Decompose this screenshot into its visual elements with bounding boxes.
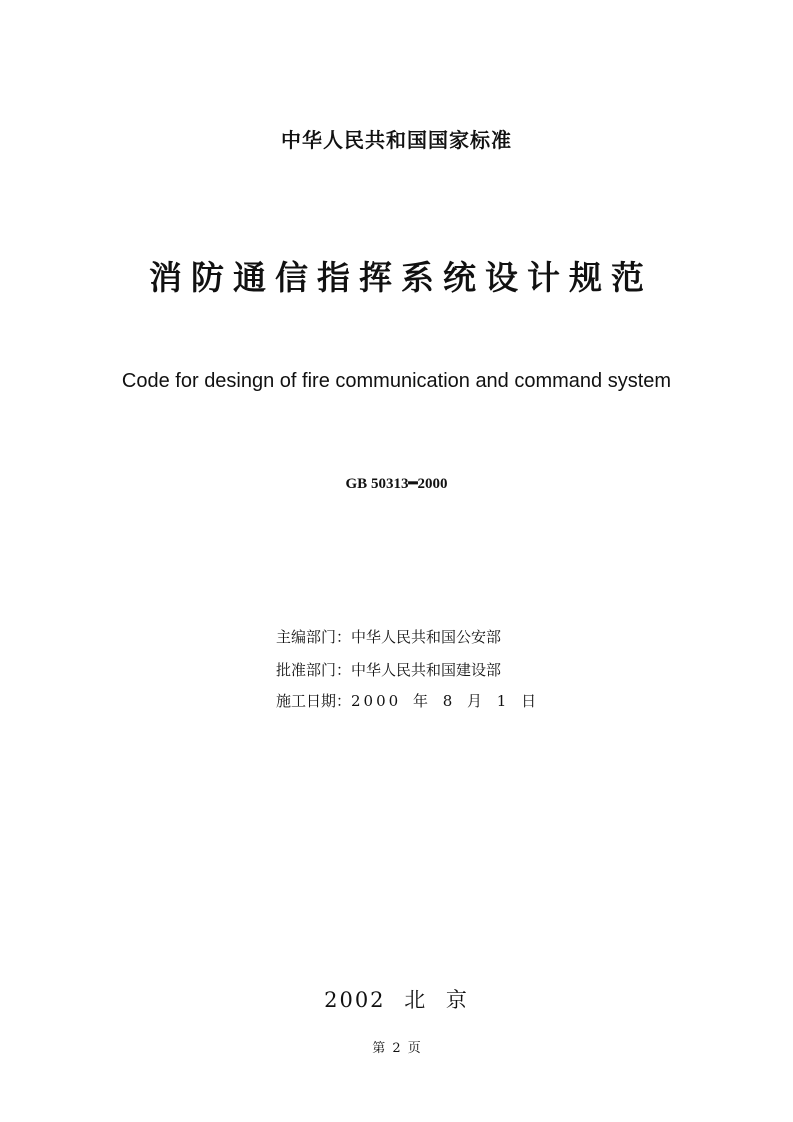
editor-department-value: 中华人民共和国公安部 <box>351 628 502 646</box>
document-title-english: Code for desingn of fire communication and command system <box>121 370 672 392</box>
effective-date-row <box>276 690 539 711</box>
effective-date-value: 2000 年 8 月 1 日 <box>351 692 540 710</box>
approver-department-value: 中华人民共和国建设部 <box>351 661 502 679</box>
publication-place-year: 2002 北 京 <box>324 988 469 1012</box>
standard-series-heading: 中华人民共和国国家标准 <box>281 128 512 152</box>
approver-department-label: 批准部门： <box>276 661 352 679</box>
approver-department-row <box>276 659 501 680</box>
document-title-chinese: 消防通信指挥系统设计规范 <box>149 258 653 297</box>
standard-code: GB 50313━2000 <box>345 476 448 492</box>
editor-department-label: 主编部门： <box>276 628 352 646</box>
editor-department-row <box>276 626 501 647</box>
effective-date-label: 施工日期： <box>276 692 352 710</box>
page-number: 第 2 页 <box>372 1041 421 1056</box>
